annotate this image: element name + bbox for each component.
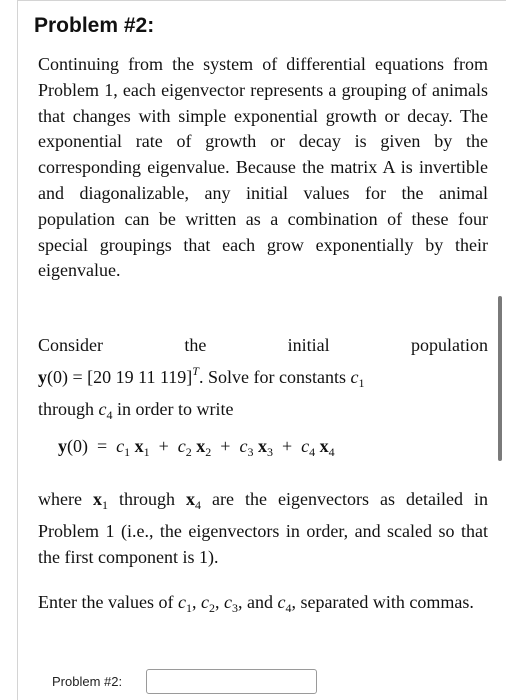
initial-population-paragraph [38,333,488,428]
word-the: the [184,335,207,355]
combination-equation: $y(0) = c_1$ $x_1 + c_2$ $x_2 + c_3$ $x_3 + c_4$ $x_4$ [58,436,335,459]
answer-input[interactable] [146,669,317,694]
word-population: population [410,335,488,355]
word-consider: Consider [38,335,103,355]
intro-text: Continuing from the system of differential equations from Problem 1, each eigenvector represents a grouping of animals that changes with simple exponential growth or decay. The exponential rate of growth or decay is given by the corresponding eigenvalue. Because the matrix A is invertible and diagonalizable, any initial values for the animal population can be written as a combination of these four special groupings that each grow exponentially by their eigenvalue. [38,54,488,281]
problem-intro-paragraph [38,52,488,284]
instruction-paragraph: Enter the values of $c_1$, $c_2$, $c_3$, and $c_4$, separated with commas. [38,592,474,615]
problem-title: Problem #2: [34,14,155,37]
answer-label: Problem #2: [52,674,123,689]
scrollbar-thumb[interactable] [498,296,502,461]
consider-line [38,333,488,359]
through-line: through $c_4$ in order to write [38,398,234,422]
eigenvector-note-paragraph: where $x_1$ through $x_4$ are the eigenvectors as detailed in Problem 1 (i.e., the eigenvectors in order, and scaled so that the first component is 1). [38,489,489,567]
initial-vector-line: y(0) = [20 19 11 119]$^T$. Solve for constants $c_1$ [38,363,365,390]
word-initial: initial [287,335,330,355]
